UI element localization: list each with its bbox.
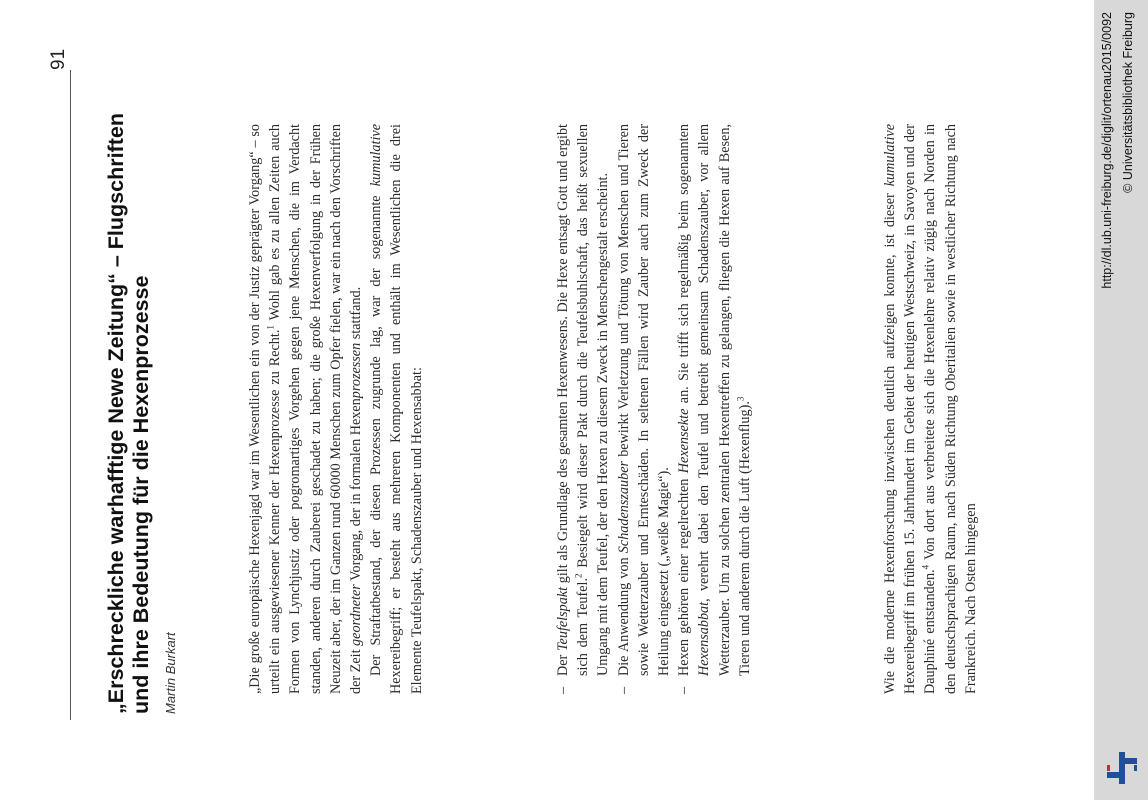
elements-list-block [553, 124, 755, 694]
paragraph-research: Wie die moderne Hexenforschung inzwischen deutlich aufzeigen konnte, ist dieser kumulative Hexereibegriff im frühen 15. Jahrhundert im Gebiet der heutigen Westschweiz, in Savoyen und der Dauphiné entstanden.$^4$ Von dort aus verbreitete sich die Hexenlehre relativ zügig nach Norden in den deutschsprachigen Raum, nach Süden Richtung Oberitalien sowie in westlicher Richtung nach Frankreich. Nach Osten hingegen [882, 124, 979, 694]
paragraph-offense: Der Straftatbestand, der diesen Prozessen zugrunde lag, war der sogenannte kumulative Hexereibegriff; er besteht aus mehreren Komponenten und enthält im Wesentlichen die drei Elemente Teufelspakt, Schadenszauber und Hexensabbat: [368, 124, 425, 694]
footnote-ref[interactable]: 2 [573, 573, 584, 578]
source-url-link[interactable]: http://dl.ub.uni-freiburg.de/diglit/ortenau2015/0092 [1100, 12, 1114, 289]
list-item: – Hexen gehören einer regelrechten Hexensekte an. Sie trifft sich regelmäßig beim sogenannten Hexensabbat, verehrt dabei den Teufel und betreibt gemeinsam Schadenszauber, vor allem Wetterzauber. Um zu solchen zentralen Hexentreffen zu gelangen, fliegen die Hexen auf Besen, Tieren und anderem durch die Luft (Hexenflug).$^3$ [674, 124, 755, 694]
footnote-ref[interactable]: 4 [920, 564, 931, 570]
elements-list [553, 124, 755, 694]
rotated-footer [1094, 0, 1148, 800]
list-item: – Der Teufelspakt gilt als Grundlage des gesamten Hexenwesens. Die Hexe entsagt Gott und ergibt sich dem Teufel.$^2$ Besiegelt wird dieser Pakt durch die Teufelsbuhlschaft, das heißt sexuellen Umgang mit dem Teufel, der den Hexen zu diesem Zweck in Menschengestalt erscheint. [553, 124, 614, 694]
article-author: Martin Burkart [163, 632, 178, 714]
footnote-ref[interactable]: 3 [735, 396, 746, 402]
paragraph-intro: „Die große europäische Hexenjagd war im Wesentlichen ein von der Justiz geprägter Vorgang“ – so urteilt ein ausgewiesener Kenner der Hexenprozesse zu Recht.$^1$ Wohl gab es zu allen Zeiten auch Formen von Lynchjustiz oder pogromartiges Vorgehen gegen jene Menschen, die im Verdacht standen, anderen durch Zauberei geschadet zu haben; die große Hexenverfolgung in der Frühen Neuzeit aber, der im Ganzen rund 60000 Menschen zum Opfer fielen, war ein nach den Vorschriften der Zeit geordneter Vorgang, der in formalen Hexenprozessen stattfand. Der Straftatbestand, der diesen Prozessen zugrunde lag, war der sogenannte kumulative Hexereibegriff; er besteht aus mehreren Komponenten und enthält im Wesentlichen die drei Elemente Teufelspakt, Schadenszauber und Hexensabbat: [245, 124, 427, 694]
article-title: „Erschreckliche warhafftige Newe Zeitung“ – Flugschriften und ihre Bedeutung für die Hexenprozesse [104, 113, 153, 714]
header-rule [70, 70, 71, 720]
list-item: – Die Anwendung von Schadenszauber bewirkt Verletzung und Tötung von Menschen und Tieren sowie Wetterzauber und Ernteschäden. In seltenen Fällen wird Zauber auch zum Zweck der Heilung eingesetzt („weiße Magie“). [614, 124, 675, 694]
copyright-notice: © Universitätsbibliothek Freiburg [1121, 12, 1135, 193]
library-footer [1094, 0, 1148, 800]
page-number: 91 [48, 48, 69, 70]
footnote-ref[interactable]: 1 [265, 325, 276, 330]
